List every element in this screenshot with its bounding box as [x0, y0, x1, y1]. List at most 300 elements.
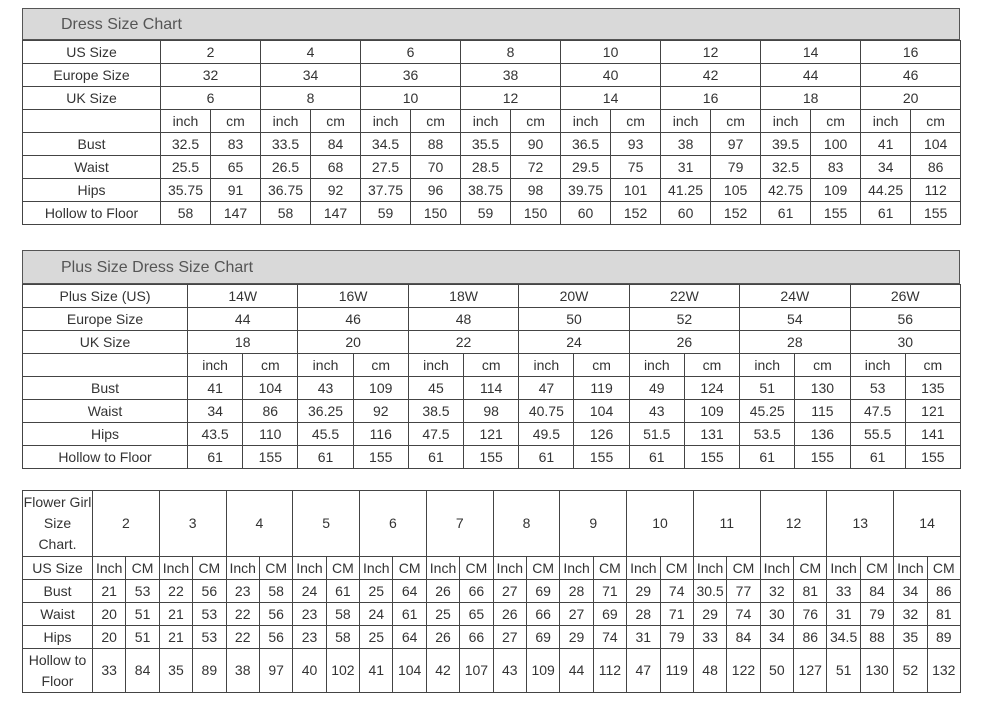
flower-unit-row: [23, 557, 961, 580]
measure-value: 64: [393, 580, 426, 603]
measure-value: 66: [460, 580, 493, 603]
measure-label: Hips: [23, 179, 161, 202]
measure-value: 86: [911, 156, 961, 179]
measure-value: 69: [526, 626, 559, 649]
us-size-cell: 4: [261, 41, 361, 64]
eu-size-cell: 44: [188, 308, 298, 331]
measure-value: 34: [861, 156, 911, 179]
unit-cm: CM: [526, 557, 559, 580]
measure-value: 83: [211, 133, 261, 156]
unit-cm: cm: [795, 354, 850, 377]
measure-value: 51.5: [629, 423, 684, 446]
measure-value: 155: [464, 446, 519, 469]
measure-value: 96: [411, 179, 461, 202]
unit-cm: cm: [811, 110, 861, 133]
unit-inch: inch: [561, 110, 611, 133]
flower-size-cell: 9: [560, 491, 627, 557]
measure-value: 74: [727, 603, 760, 626]
unit-cm: CM: [860, 557, 893, 580]
measure-value: 58: [326, 603, 359, 626]
measure-value: 32.5: [761, 156, 811, 179]
unit-cm: CM: [259, 557, 292, 580]
uk-size-cell: 18: [188, 331, 298, 354]
measure-value: 114: [464, 377, 519, 400]
measure-value: 141: [905, 423, 960, 446]
unit-cm: cm: [511, 110, 561, 133]
measure-value: 39.75: [561, 179, 611, 202]
unit-inch: inch: [629, 354, 684, 377]
measure-label: Waist: [23, 156, 161, 179]
row-label: US Size: [23, 41, 161, 64]
flower-size-cell: 8: [493, 491, 560, 557]
unit-inch: Inch: [827, 557, 860, 580]
unit-cm: cm: [411, 110, 461, 133]
measure-value: 31: [827, 603, 860, 626]
measure-value: 31: [661, 156, 711, 179]
measure-value: 115: [795, 400, 850, 423]
measure-value: 84: [311, 133, 361, 156]
eu-size-cell: 56: [850, 308, 960, 331]
measure-value: 33: [693, 626, 726, 649]
measure-value: 104: [393, 649, 426, 693]
measure-value: 65: [460, 603, 493, 626]
measure-value: 110: [243, 423, 298, 446]
uk-size-cell: 6: [161, 87, 261, 110]
flower-girl-size-table: [22, 490, 961, 693]
measure-value: 24: [293, 580, 326, 603]
measure-value: 116: [353, 423, 408, 446]
measure-value: 58: [326, 626, 359, 649]
measure-value: 109: [811, 179, 861, 202]
measure-row: [23, 400, 961, 423]
unit-inch: Inch: [93, 557, 126, 580]
measure-value: 98: [511, 179, 561, 202]
us-size-row: [23, 41, 961, 64]
unit-cm: cm: [611, 110, 661, 133]
unit-cm: CM: [393, 557, 426, 580]
measure-value: 27: [493, 580, 526, 603]
uk-size-cell: 24: [519, 331, 629, 354]
unit-inch: inch: [861, 110, 911, 133]
measure-value: 45: [408, 377, 463, 400]
measure-value: 127: [794, 649, 827, 693]
unit-inch: inch: [740, 354, 795, 377]
unit-cm: cm: [464, 354, 519, 377]
measure-value: 36.25: [298, 400, 353, 423]
eu-size-cell: 44: [761, 64, 861, 87]
uk-size-cell: 20: [298, 331, 408, 354]
measure-value: 76: [794, 603, 827, 626]
measure-value: 60: [661, 202, 711, 225]
unit-inch: Inch: [159, 557, 192, 580]
measure-value: 84: [860, 580, 893, 603]
measure-value: 81: [794, 580, 827, 603]
unit-row-label: [23, 354, 188, 377]
measure-value: 20: [93, 603, 126, 626]
measure-label: Bust: [23, 580, 93, 603]
measure-value: 83: [811, 156, 861, 179]
measure-value: 45.5: [298, 423, 353, 446]
eu-size-cell: 46: [298, 308, 408, 331]
measure-value: 26: [426, 626, 459, 649]
measure-value: 70: [411, 156, 461, 179]
uk-size-cell: 16: [661, 87, 761, 110]
flower-size-cell: 10: [627, 491, 694, 557]
measure-value: 51: [126, 626, 159, 649]
eu-size-row: [23, 308, 961, 331]
unit-cm: cm: [911, 110, 961, 133]
measure-value: 74: [593, 626, 626, 649]
unit-cm: CM: [326, 557, 359, 580]
measure-value: 150: [411, 202, 461, 225]
measure-value: 81: [927, 603, 960, 626]
measure-value: 107: [460, 649, 493, 693]
measure-value: 34: [188, 400, 243, 423]
measure-value: 147: [211, 202, 261, 225]
measure-value: 32: [894, 603, 927, 626]
unit-inch: inch: [761, 110, 811, 133]
uk-size-cell: 12: [461, 87, 561, 110]
flower-size-cell: 6: [360, 491, 427, 557]
measure-value: 50: [760, 649, 793, 693]
unit-cm: cm: [905, 354, 960, 377]
measure-label: Hollow to Floor: [23, 202, 161, 225]
flower-size-cell: 11: [693, 491, 760, 557]
unit-cm: cm: [243, 354, 298, 377]
measure-value: 109: [684, 400, 739, 423]
unit-inch: inch: [661, 110, 711, 133]
measure-value: 53: [126, 580, 159, 603]
flower-size-header-row: [23, 491, 961, 557]
measure-value: 35.75: [161, 179, 211, 202]
measure-value: 32.5: [161, 133, 211, 156]
measure-value: 33: [93, 649, 126, 693]
measure-value: 39.5: [761, 133, 811, 156]
measure-value: 27.5: [361, 156, 411, 179]
uk-size-cell: 18: [761, 87, 861, 110]
us-size-cell: 18W: [408, 285, 518, 308]
unit-cm: cm: [311, 110, 361, 133]
uk-size-cell: 14: [561, 87, 661, 110]
unit-cm: CM: [727, 557, 760, 580]
measure-value: 155: [795, 446, 850, 469]
unit-inch: Inch: [627, 557, 660, 580]
measure-value: 53: [193, 626, 226, 649]
measure-value: 38: [661, 133, 711, 156]
unit-cm: CM: [794, 557, 827, 580]
measure-value: 31: [627, 626, 660, 649]
measure-value: 109: [353, 377, 408, 400]
measure-row: [23, 423, 961, 446]
measure-value: 58: [161, 202, 211, 225]
us-size-cell: 10: [561, 41, 661, 64]
eu-size-cell: 38: [461, 64, 561, 87]
measure-value: 75: [611, 156, 661, 179]
uk-size-cell: 8: [261, 87, 361, 110]
measure-value: 35.5: [461, 133, 511, 156]
measure-value: 92: [311, 179, 361, 202]
measure-value: 34.5: [827, 626, 860, 649]
measure-value: 58: [259, 580, 292, 603]
measure-value: 37.75: [361, 179, 411, 202]
measure-value: 35: [159, 649, 192, 693]
measure-value: 61: [326, 580, 359, 603]
uk-size-row: [23, 331, 961, 354]
flower-size-cell: 7: [426, 491, 493, 557]
flower-size-cell: 4: [226, 491, 293, 557]
measure-value: 42: [426, 649, 459, 693]
measure-value: 84: [727, 626, 760, 649]
measure-value: 25: [360, 580, 393, 603]
measure-value: 30: [760, 603, 793, 626]
measure-value: 43.5: [188, 423, 243, 446]
measure-value: 49.5: [519, 423, 574, 446]
measure-value: 56: [259, 603, 292, 626]
flower-size-cell: 3: [159, 491, 226, 557]
row-label: Europe Size: [23, 308, 188, 331]
flower-girl-header-label: Flower Girl Size Chart.: [23, 491, 93, 557]
unit-inch: inch: [408, 354, 463, 377]
flower-girl-chart-section: [22, 490, 961, 693]
measure-value: 59: [461, 202, 511, 225]
measure-value: 92: [353, 400, 408, 423]
flower-size-cell: 12: [760, 491, 827, 557]
measure-value: 56: [259, 626, 292, 649]
measure-label: Waist: [23, 400, 188, 423]
measure-value: 86: [243, 400, 298, 423]
measure-value: 22: [226, 603, 259, 626]
measure-value: 27: [493, 626, 526, 649]
measure-value: 21: [159, 626, 192, 649]
measure-value: 155: [684, 446, 739, 469]
measure-value: 40: [293, 649, 326, 693]
measure-value: 38.5: [408, 400, 463, 423]
row-label: UK Size: [23, 331, 188, 354]
unit-inch: inch: [161, 110, 211, 133]
measure-value: 26: [493, 603, 526, 626]
unit-inch: Inch: [226, 557, 259, 580]
measure-value: 102: [326, 649, 359, 693]
measure-value: 89: [927, 626, 960, 649]
flower-size-cell: 2: [93, 491, 160, 557]
eu-size-cell: 54: [740, 308, 850, 331]
measure-value: 42.75: [761, 179, 811, 202]
measure-value: 135: [905, 377, 960, 400]
measure-value: 43: [298, 377, 353, 400]
measure-value: 132: [927, 649, 960, 693]
unit-cm: cm: [353, 354, 408, 377]
measure-value: 47: [627, 649, 660, 693]
unit-cm: cm: [684, 354, 739, 377]
measure-value: 60: [561, 202, 611, 225]
measure-value: 61: [298, 446, 353, 469]
measure-value: 130: [860, 649, 893, 693]
unit-cm: cm: [574, 354, 629, 377]
measure-value: 105: [711, 179, 761, 202]
flower-measure-row: [23, 626, 961, 649]
row-label: UK Size: [23, 87, 161, 110]
measure-value: 68: [311, 156, 361, 179]
measure-value: 27: [560, 603, 593, 626]
flower-measure-row: [23, 603, 961, 626]
eu-size-cell: 46: [861, 64, 961, 87]
eu-size-cell: 52: [629, 308, 739, 331]
measure-value: 79: [660, 626, 693, 649]
eu-size-row: [23, 64, 961, 87]
measure-value: 101: [611, 179, 661, 202]
us-size-cell: 16: [861, 41, 961, 64]
measure-value: 126: [574, 423, 629, 446]
measure-label: Bust: [23, 133, 161, 156]
measure-value: 33: [827, 580, 860, 603]
measure-value: 61: [393, 603, 426, 626]
measure-value: 35: [894, 626, 927, 649]
measure-value: 66: [526, 603, 559, 626]
row-label: Europe Size: [23, 64, 161, 87]
measure-value: 71: [593, 580, 626, 603]
measure-value: 91: [211, 179, 261, 202]
measure-value: 155: [353, 446, 408, 469]
measure-label: Waist: [23, 603, 93, 626]
us-size-cell: 24W: [740, 285, 850, 308]
measure-value: 51: [740, 377, 795, 400]
measure-value: 152: [711, 202, 761, 225]
measure-value: 23: [226, 580, 259, 603]
measure-value: 22: [226, 626, 259, 649]
measure-value: 58: [261, 202, 311, 225]
measure-value: 53: [193, 603, 226, 626]
measure-value: 88: [860, 626, 893, 649]
measure-value: 147: [311, 202, 361, 225]
measure-value: 69: [593, 603, 626, 626]
unit-cm: CM: [193, 557, 226, 580]
measure-row: [23, 156, 961, 179]
measure-value: 48: [693, 649, 726, 693]
measure-value: 61: [629, 446, 684, 469]
measure-value: 44: [560, 649, 593, 693]
flower-size-cell: 5: [293, 491, 360, 557]
measure-value: 56: [193, 580, 226, 603]
measure-value: 88: [411, 133, 461, 156]
measure-value: 97: [259, 649, 292, 693]
measure-value: 100: [811, 133, 861, 156]
measure-value: 122: [727, 649, 760, 693]
measure-value: 121: [464, 423, 519, 446]
measure-value: 26.5: [261, 156, 311, 179]
unit-inch: Inch: [894, 557, 927, 580]
measure-value: 121: [905, 400, 960, 423]
measure-value: 29.5: [561, 156, 611, 179]
measure-value: 84: [126, 649, 159, 693]
measure-value: 26: [426, 580, 459, 603]
measure-value: 30.5: [693, 580, 726, 603]
measure-value: 44.25: [861, 179, 911, 202]
measure-value: 36.75: [261, 179, 311, 202]
measure-label: Bust: [23, 377, 188, 400]
eu-size-cell: 50: [519, 308, 629, 331]
unit-cm: CM: [460, 557, 493, 580]
measure-value: 38.75: [461, 179, 511, 202]
measure-value: 34: [894, 580, 927, 603]
us-size-cell: 16W: [298, 285, 408, 308]
measure-value: 155: [574, 446, 629, 469]
measure-label: Hips: [23, 626, 93, 649]
measure-value: 38: [226, 649, 259, 693]
us-size-row: [23, 285, 961, 308]
uk-size-cell: 30: [850, 331, 960, 354]
measure-value: 47.5: [850, 400, 905, 423]
measure-value: 29: [627, 580, 660, 603]
unit-inch: inch: [461, 110, 511, 133]
measure-value: 97: [711, 133, 761, 156]
measure-value: 61: [850, 446, 905, 469]
unit-inch: inch: [261, 110, 311, 133]
measure-value: 152: [611, 202, 661, 225]
measure-value: 59: [361, 202, 411, 225]
measure-value: 104: [911, 133, 961, 156]
measure-value: 61: [519, 446, 574, 469]
unit-inch: inch: [519, 354, 574, 377]
measure-value: 136: [795, 423, 850, 446]
flower-size-cell: 14: [894, 491, 961, 557]
measure-value: 51: [827, 649, 860, 693]
us-size-cell: 14W: [188, 285, 298, 308]
flower-us-size-label: US Size: [23, 557, 93, 580]
eu-size-cell: 48: [408, 308, 518, 331]
measure-value: 104: [243, 377, 298, 400]
measure-value: 55.5: [850, 423, 905, 446]
measure-value: 66: [460, 626, 493, 649]
plus-size-chart-title: Plus Size Dress Size Chart: [22, 250, 960, 284]
measure-value: 155: [905, 446, 960, 469]
us-size-cell: 12: [661, 41, 761, 64]
measure-value: 25: [360, 626, 393, 649]
measure-value: 21: [93, 580, 126, 603]
unit-inch: inch: [298, 354, 353, 377]
measure-value: 112: [911, 179, 961, 202]
uk-size-cell: 22: [408, 331, 518, 354]
eu-size-cell: 36: [361, 64, 461, 87]
measure-value: 43: [493, 649, 526, 693]
uk-size-cell: 26: [629, 331, 739, 354]
measure-label: Hips: [23, 423, 188, 446]
measure-value: 79: [860, 603, 893, 626]
plus-size-chart-section: [22, 250, 961, 469]
unit-inch: Inch: [426, 557, 459, 580]
measure-value: 40.75: [519, 400, 574, 423]
us-size-cell: 14: [761, 41, 861, 64]
measure-value: 36.5: [561, 133, 611, 156]
measure-row: [23, 202, 961, 225]
unit-inch: Inch: [693, 557, 726, 580]
measure-row: [23, 133, 961, 156]
measure-value: 53.5: [740, 423, 795, 446]
measure-value: 21: [159, 603, 192, 626]
measure-label: Hollow to Floor: [23, 649, 93, 693]
measure-value: 45.25: [740, 400, 795, 423]
measure-value: 155: [243, 446, 298, 469]
flower-measure-row: [23, 649, 961, 693]
uk-size-row: [23, 87, 961, 110]
plus-size-table: [22, 284, 961, 469]
measure-value: 104: [574, 400, 629, 423]
measure-value: 150: [511, 202, 561, 225]
measure-value: 109: [526, 649, 559, 693]
uk-size-cell: 10: [361, 87, 461, 110]
measure-value: 130: [795, 377, 850, 400]
measure-value: 41: [861, 133, 911, 156]
measure-value: 79: [711, 156, 761, 179]
